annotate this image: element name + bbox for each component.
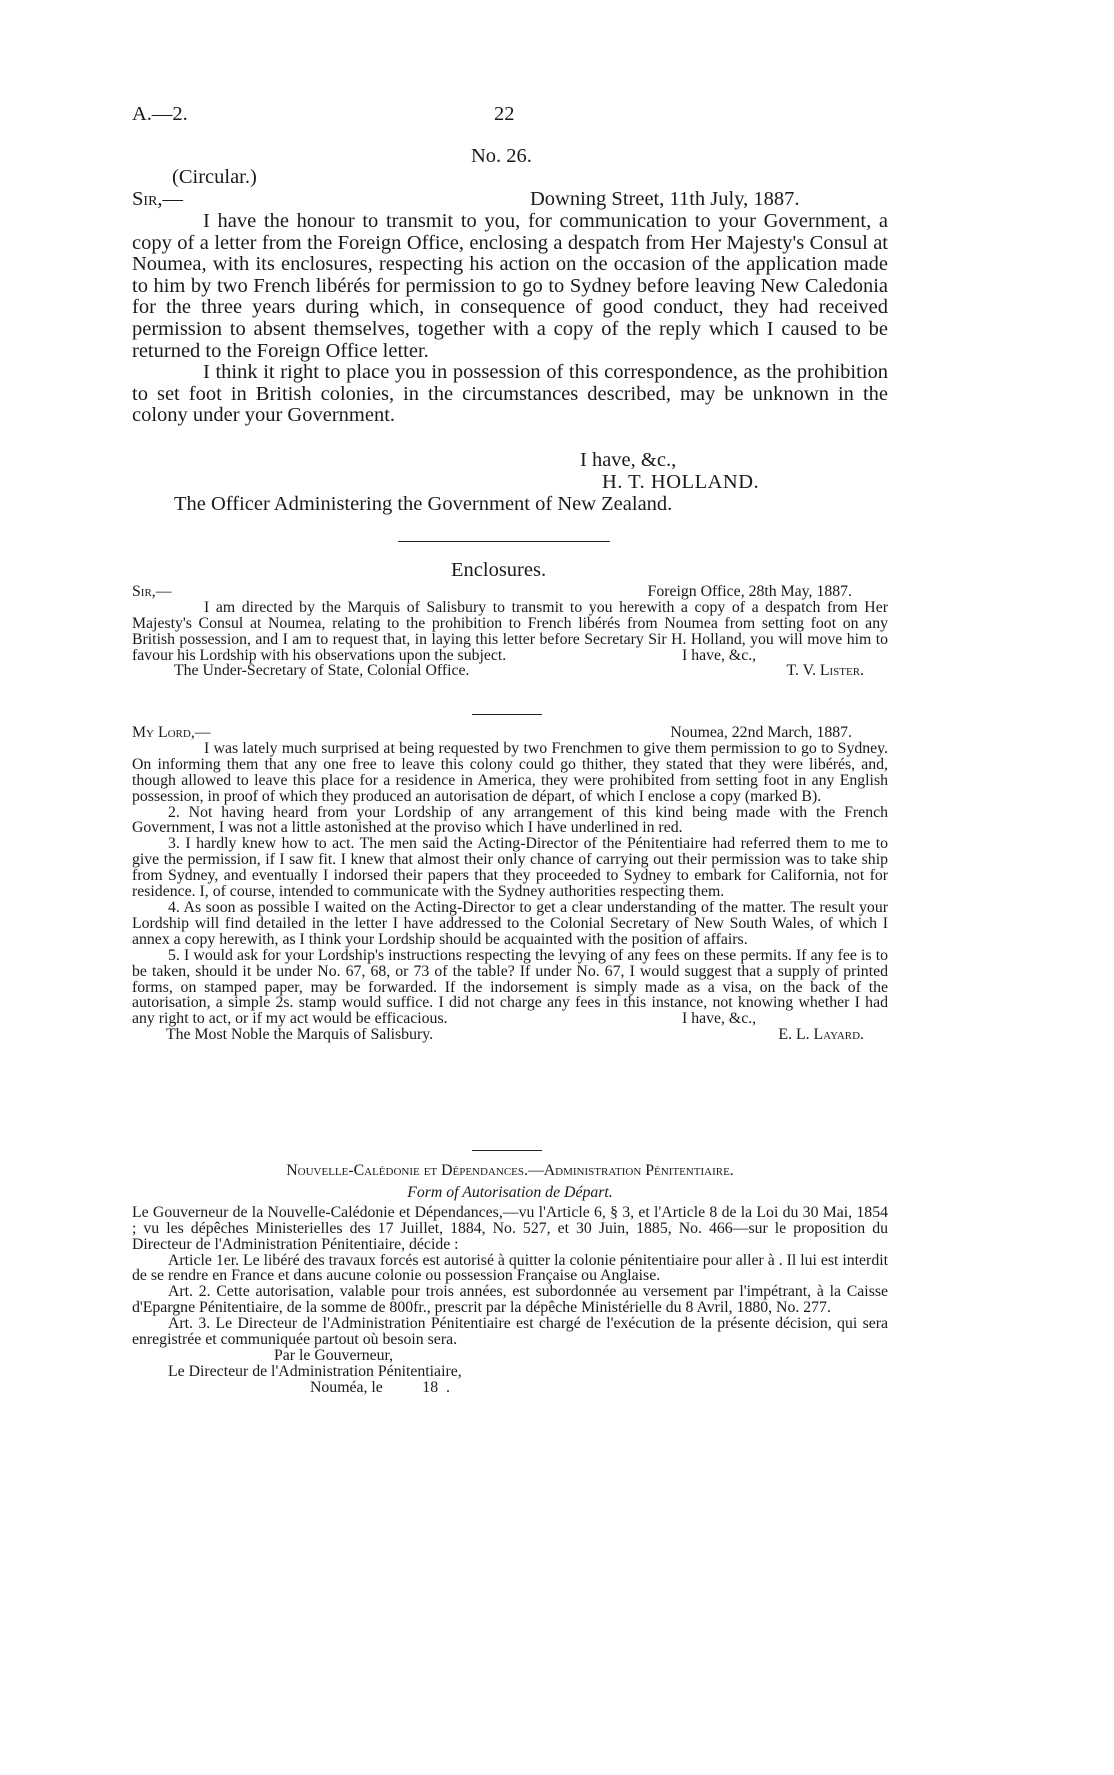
fo-place-date: Foreign Office, 28th May, 1887.	[647, 583, 852, 600]
consul-salutation: My Lord,—	[132, 724, 211, 741]
form-article-2: Art. 2. Cette autorisation, valable pour trois années, est subordonnée au versement par l'impétrant, à la Caisse d'Epargne Pénitentiaire, de la somme de 800fr., prescrit par la dépêche Ministérielle du 8 Avril, 1880, No. 277.	[132, 1283, 888, 1317]
fo-body: I am directed by the Marquis of Salisbury to transmit to you herewith a copy of a despatch from Her Majesty's Consul at Noumea, relating to the prohibition to French libérés from Noumea from setting foot on any British possession, and I am to request that, in laying this letter before Secretary Sir H. Holland, you will move him to favour his Lordship with his observations upon the subject.	[132, 598, 888, 664]
consul-header-row	[132, 725, 888, 741]
letter-number: No. 26.	[471, 145, 532, 167]
letter-addressee: The Officer Administering the Government of New Zealand.	[174, 493, 673, 515]
foreign-office-letter	[132, 584, 888, 679]
form-heading: Nouvelle-Calédonie et Dépendances.—Administration Pénitentiaire.	[286, 1162, 734, 1179]
letter-body	[132, 211, 888, 427]
circular-label: (Circular.)	[172, 166, 257, 188]
consul-letter	[132, 725, 888, 1043]
consul-closing: I have, &c.,	[682, 1010, 757, 1028]
fo-closing: I have, &c.,	[682, 646, 757, 664]
fo-salutation: Sir,—	[132, 583, 172, 600]
form-sign-line-3: Nouméa, le 18 .	[310, 1378, 450, 1396]
consul-paragraph-3: 3. I hardly knew how to act. The men said the Acting-Director of the Pénitentiaire had referred them to me to give the permission, if I saw fit. I knew that almost their only chance of carrying out their permission was to take ship from Sydney, and eventually I indorsed their papers that they proceeded to Sydney to embark for California, not for residence. I, of course, intended to communicate with the Sydney authorities respecting them.	[132, 835, 888, 901]
form-sign-line-2: Le Directeur de l'Administration Pénitentiaire,	[168, 1362, 462, 1380]
form-subheading: Form of Autorisation de Départ.	[407, 1183, 613, 1201]
fo-footer-row	[132, 663, 888, 679]
short-divider-2	[472, 1150, 542, 1151]
short-divider	[472, 714, 542, 715]
letter-salutation	[132, 189, 183, 211]
letter-place-date: Downing Street, 11th July, 1887.	[530, 188, 800, 210]
letter-paragraph-2: I think it right to place you in possession of this correspondence, as the prohibition to set foot in British colonies, in the circumstances described, may be unknown in the colony under your Government.	[132, 361, 888, 427]
consul-signature: E. L. Layard.	[778, 1026, 864, 1044]
form-article-1: Article 1er. Le libéré des travaux forcés est autorisé à quitter la colonie pénitentiaire pour aller à . Il lui est interdit de se rendre en France et dans aucune colonie ou possession Française ou Anglaise.	[132, 1251, 888, 1285]
consul-addressee: The Most Noble the Marquis of Salisbury.	[166, 1026, 434, 1044]
form-intro: Le Gouverneur de la Nouvelle-Calédonie et Dépendances,—vu l'Article 6, § 3, et l'Article 8 de la Loi du 30 Mai, 1854 ; vu les dépêches Ministerielles des 17 Juillet, 1884, No. 527, et 30 Juin, 1885, No. 466—sur le proposition du Directeur de l'Administration Pénitentiaire, décide :	[132, 1203, 888, 1253]
letter-paragraph-1: I have the honour to transmit to you, for communication to your Government, a copy of a letter from the Foreign Office, enclosing a despatch from Her Majesty's Consul at Noumea, with its enclosures, respecting his action on the occasion of the application made to him by two French libérés for permission to go to Sydney before leaving New Caledonia for the three years during which, in consequence of good conduct, they had received permission to absent themselves, together with a copy of the reply which I caused to be returned to the Foreign Office letter.	[132, 210, 888, 362]
consul-paragraph-4: 4. As soon as possible I waited on the Acting-Director to get a clear understanding of the matter. The result your Lordship will find detailed in the letter I have addressed to the Colonial Secretary of New South Wales, of which I annex a copy herewith, as I think your Lordship should be acquainted with the position of affairs.	[132, 898, 888, 948]
consul-footer-row	[132, 1027, 888, 1043]
letter-closing: I have, &c.,	[580, 449, 677, 471]
enclosures-heading: Enclosures.	[451, 559, 547, 581]
fo-addressee: The Under-Secretary of State, Colonial Office.	[174, 662, 470, 680]
salutation-text: Sir,—	[132, 188, 184, 210]
consul-paragraph-1: I was lately much surprised at being requested by two Frenchmen to give them permission to go to Sydney. On informing them that any one free to leave this colony could go thither, they stated that they were libérés, and, though allowed to leave this place for a residence in America, they were prohibited from setting foot in any English possession, in proof of which they produced an autorisation de départ, of which I enclose a copy (marked B).	[132, 739, 888, 805]
consul-paragraph-2: 2. Not having heard from your Lordship of any arrangement of this kind being made with the French Government, I was not a little astonished at the proviso which I have underlined in red.	[132, 803, 888, 837]
form-sign-line-1: Par le Gouverneur,	[274, 1346, 394, 1364]
letter-signature: H. T. HOLLAND.	[602, 471, 760, 493]
section-divider	[398, 541, 610, 542]
document-reference: A.—2.	[132, 103, 188, 125]
consul-paragraph-5: 5. I would ask for your Lordship's instructions respecting the levying of any fees on these permits. If any fee is to be taken, should it be under No. 67, 68, or 73 of the table? If under No. 67, I would suggest that a supply of printed forms, on stamped paper, may be forwarded. If the indorsement is simply made as a visa, on the back of the autorisation, a simple 2s. stamp would suffice. I did not charge any fees in this instance, not knowing whether I had any right to act, or if my act would be efficacious.	[132, 946, 888, 1028]
consul-place-date: Noumea, 22nd March, 1887.	[670, 724, 852, 741]
autorisation-form	[132, 1163, 888, 1396]
form-article-3: Art. 3. Le Directeur de l'Administration Pénitentiaire est chargé de l'exécution de la présente décision, qui sera enregistrée et communiquée partout où besoin sera.	[132, 1315, 888, 1349]
fo-signature: T. V. Lister.	[786, 662, 864, 680]
fo-header-row	[132, 584, 888, 600]
page-number: 22	[494, 103, 515, 125]
